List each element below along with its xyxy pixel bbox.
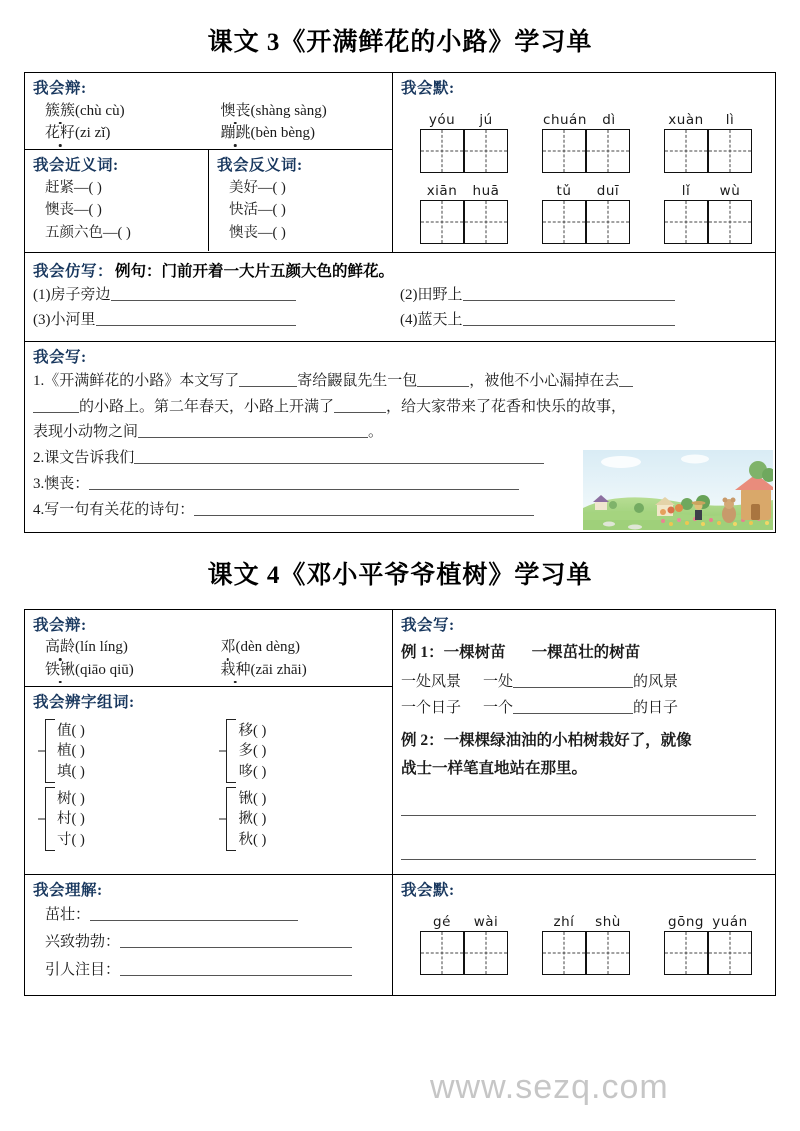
sheet2-dictation-row-0 [403,914,769,975]
pinyin-syllable: zhí [553,913,575,930]
sheet2-bian-opt-1[interactable]: (dèn dèng) [235,639,301,656]
q3-blank[interactable] [89,489,519,490]
tianzige-item [664,914,752,975]
sheet2-bian-word-1: 邓 [220,636,235,659]
q2-label: 2.课文告诉我们 [33,450,135,467]
understand-label-1: 兴致勃勃： [45,934,121,951]
pinyin-label [664,914,752,930]
ex1-row2-b: 一个 [483,699,514,716]
sheet1-write-heading: 我会写: [33,348,87,366]
sheet1-bian-item-3 [220,122,395,145]
sheet1-antonym-item-1[interactable]: 快活—( ) [228,202,286,219]
bianzi-item[interactable]: 树( ) [57,790,85,807]
tianzige-cell[interactable] [664,200,708,244]
sheet2-bian-item-0 [33,636,220,659]
pinyin-label [664,183,752,199]
sheet1-imitate-item-3 [400,308,767,334]
pinyin-label [542,112,630,128]
sheet1-antonym-heading: 我会反义词: [216,156,303,174]
sheet1-bian-opt-2[interactable]: (zi zǐ) [75,125,111,142]
sheet1-antonym-item-2[interactable]: 懊丧—( ) [228,224,286,241]
sheet1-imitate-line-1 [33,283,767,309]
tianzige-cell[interactable] [708,129,752,173]
q4-blank[interactable] [194,515,534,516]
sheet2-understand-heading: 我会理解: [33,881,103,899]
understand-label-2: 引人注目： [45,962,121,979]
bracket-icon [45,787,55,851]
bianzi-item[interactable]: 揪( ) [238,811,267,828]
bianzi-item[interactable]: 填( ) [57,763,85,780]
sheet2-table [24,609,776,996]
q1-blank-1[interactable] [239,386,297,387]
q1-blank-3a[interactable] [619,386,633,387]
tianzige-grid[interactable] [664,200,752,244]
bianzi-item[interactable]: 锹( ) [238,790,267,807]
sheet2-bianzi-rows-top [25,716,392,784]
bracket-icon [45,719,55,783]
imitate-blank-3[interactable] [463,325,675,326]
sheet1-cell-synonym [25,149,208,251]
sheet1-imitate-example: 门前开着一大片五颜大色的鲜花。 [161,262,395,280]
bianzi-group [210,786,391,852]
tianzige-cell[interactable] [586,200,630,244]
sheet1-synonym-item-0[interactable]: 赶紧—( ) [45,179,102,196]
sheet1-imitate-item-2 [33,308,400,334]
pinyin-label [420,183,508,199]
pinyin-syllable: yuán [712,913,748,930]
ex1-row2-blank[interactable] [513,713,633,714]
sheet2-ex1-row-1 [401,670,767,696]
tianzige-item [542,112,630,173]
sheet1-cell-bian [25,73,393,253]
q1-part-f: 表现小动物之间 [33,424,139,441]
imitate-blank-1[interactable] [463,300,675,301]
sheet1-dictation-row-0 [403,112,769,173]
sheet1-dictation-heading: 我会默: [400,80,455,97]
sheet2-dictation-grids [393,904,775,979]
sheet1-table [24,72,776,533]
example-2-line2: 战士一样笔直地站在那里。 [400,760,587,778]
tianzige-item [664,112,752,173]
sheet2-bianzi-heading: 我会辨字组词: [33,694,135,712]
sheet2-bian-opt-0[interactable]: (lín líng) [75,639,128,656]
sheet1-bian-word-2: 花籽 [45,122,75,145]
sheet1-synonym-item-1[interactable]: 懊丧—( ) [45,202,102,219]
sheet1-bian-word-3: 蹦跳 [220,122,250,145]
bianzi-item[interactable]: 秋( ) [238,831,267,848]
sheet1-bian-line1 [33,100,384,123]
sheet2-bian-heading: 我会辩: [33,616,87,634]
bracket-icon [226,787,236,851]
q1-part-a: 1.《开满鲜花的小路》本文写了 [33,372,240,389]
sheet2-bian-item-1 [220,636,395,659]
tianzige-cell[interactable] [664,129,708,173]
q3-label: 3.懊丧： [33,475,90,492]
pinyin-label [542,914,630,930]
tianzige-cell[interactable] [542,931,586,975]
sheet-kewen-3 [24,0,776,533]
sheet1-row-bian-dictation [25,73,776,253]
bianzi-items [238,789,266,851]
sheet1-cell-write [25,341,776,532]
bianzi-item[interactable]: 植( ) [57,743,85,760]
understand-blank-0[interactable] [90,920,298,921]
ex1-row2-a: 一个日子 [400,699,461,716]
sheet2-bianzi-rows-bottom [25,784,392,858]
imitate-blank-0[interactable] [111,300,296,301]
example-2-line1: 一棵棵绿油油的小柏树栽好了，就像 [443,731,692,749]
q1-part-b: 寄给鼹鼠先生一包 [297,372,418,389]
tianzige-cell[interactable] [708,200,752,244]
answer-blank-1[interactable] [401,815,756,816]
sheet1-bian-opt-3[interactable]: (bèn bèng) [250,125,316,142]
pinyin-syllable: chuán [543,111,587,128]
bianzi-group [210,718,391,784]
watermark: www.sezq.com [430,1068,669,1106]
flower-path-illustration [583,450,773,530]
pinyin-syllable: lǐ [681,182,691,199]
sheet2-bian-item-2 [33,659,220,682]
sheet2-bian-block [25,610,392,687]
bianzi-items [57,721,85,783]
sheet2-ex1-row-2 [401,696,767,722]
tianzige-item [542,914,630,975]
sheet2-title: 课文 4《邓小平爷爷植树》学习单 [207,561,593,589]
sheet2-example-1-line [401,640,767,667]
sheet1-dictation-row-1 [403,183,769,244]
sheet2-example-2 [401,727,767,784]
sheet1-title: 课文 3《开满鲜花的小路》学习单 [207,29,593,56]
q1-blank-5[interactable] [138,437,368,438]
sheet1-dictation-grids [393,102,775,252]
example-2-label: 例 2： [400,731,444,749]
sheet1-bian-block [25,73,392,149]
pinyin-syllable: gé [433,913,451,930]
sheet2-bian-opt-2[interactable]: (qiāo qiū) [75,661,134,678]
tianzige-cell[interactable] [586,129,630,173]
sheet2-bian-line2 [33,659,384,682]
tianzige-grid[interactable] [420,200,508,244]
sheet1-bian-opt-1[interactable]: (shàng sàng) [250,102,327,119]
tianzige-cell[interactable] [708,931,752,975]
sheet2-answer-line-1[interactable] [401,798,767,824]
ex1-row1-a: 一处风景 [400,674,461,691]
answer-blank-2[interactable] [401,859,756,860]
sheet1-syn-ant-table [25,149,392,251]
sheet1-bian-word-1: 懊丧 [220,100,250,123]
sheet1-bian-word-0: 簇簇 [45,100,75,123]
sheet1-imitate-item-0 [33,283,400,309]
pinyin-syllable: gōng [668,913,704,930]
tianzige-grid[interactable] [420,129,508,173]
sheet1-imitate-label-0: (1)房子旁边 [33,286,111,303]
tianzige-cell[interactable] [464,200,508,244]
sheet-kewen-4 [24,533,776,996]
sheet1-row-imitate [25,252,776,341]
pinyin-syllable: huā [472,182,500,199]
tianzige-cell[interactable] [420,931,464,975]
sheet1-imitate-label-2: (3)小河里 [33,312,96,329]
pinyin-syllable: wù [719,182,741,199]
sheet1-antonym-item-0[interactable]: 美好—( ) [228,179,286,196]
bianzi-items [57,789,85,851]
sheet1-imitate-label-3: (4)蓝天上 [400,312,463,329]
q1-part-c: ，被他不小心漏掉在去 [469,372,620,389]
bianzi-item[interactable]: 多( ) [238,743,267,760]
sheet2-row-bottom [25,874,776,995]
tianzige-item [420,914,508,975]
tianzige-cell[interactable] [420,129,464,173]
q1-blank-4[interactable] [334,412,386,413]
tianzige-cell[interactable] [464,931,508,975]
understand-item-1 [33,929,384,957]
understand-blank-2[interactable] [120,975,352,976]
pinyin-syllable: lì [725,111,735,128]
sheet1-write-q1 [33,369,767,446]
sheet2-cell-dictation [392,874,775,995]
understand-item-2 [33,957,384,985]
sheet1-imitate-heading: 我会仿写： [33,262,114,280]
understand-label-0: 茁壮： [45,906,91,923]
pinyin-label [664,112,752,128]
sheet2-answer-line-2[interactable] [401,842,767,868]
q1-part-g: 。 [368,424,384,441]
pinyin-label [420,112,508,128]
sheet2-cell-left-top [25,609,393,874]
bianzi-item[interactable]: 哆( ) [238,763,267,780]
sheet2-bian-word-2: 铁锹 [45,659,75,682]
tianzige-grid[interactable] [664,129,752,173]
sheet1-synonym-heading: 我会近义词: [33,156,119,174]
imitate-blank-2[interactable] [96,325,296,326]
example-1-label: 例 1： [400,644,444,662]
sheet2-bian-word-3: 栽种 [220,659,250,682]
bracket-icon [226,719,236,783]
tianzige-item [420,183,508,244]
bianzi-group [29,786,210,852]
example-1-b: 一棵茁壮的树苗 [531,644,641,662]
pinyin-syllable: jú [479,111,493,128]
pinyin-syllable: xiān [426,182,458,199]
pinyin-syllable: shù [595,913,621,930]
sheet2-write-block [393,610,775,874]
bianzi-group [29,718,210,784]
example-1-a: 一棵树苗 [443,644,506,662]
bianzi-item[interactable]: 值( ) [57,722,85,739]
tianzige-grid[interactable] [542,931,630,975]
sheet1-cell-imitate [25,252,776,341]
tianzige-cell[interactable] [420,200,464,244]
q2-blank[interactable] [134,463,544,464]
sheet2-bian-word-0: 高龄 [45,636,75,659]
tianzige-cell[interactable] [542,200,586,244]
illustration-svg [583,450,773,530]
sheet1-imitate-headline [33,259,767,283]
bianzi-item[interactable]: 村( ) [57,811,85,828]
understand-blank-1[interactable] [120,947,352,948]
sheet1-bian-item-0 [33,100,220,123]
tianzige-cell[interactable] [586,931,630,975]
sheet1-imitate-item-1 [400,283,767,309]
tianzige-grid[interactable] [542,129,630,173]
ex1-row1-b: 一处 [483,674,514,691]
bianzi-items [238,721,266,783]
sheet2-bianzi-block [25,686,392,858]
sheet2-cell-right-top [392,609,775,874]
sheet1-cell-antonym [208,149,392,251]
sheet1-cell-dictation [392,73,775,253]
understand-item-0 [33,902,384,930]
q1-part-d: 的小路上。第二年春天，小路上开满了 [79,398,335,415]
sheet2-bian-opt-3[interactable]: (zāi zhāi) [250,661,307,678]
ex1-row1-c: 的风景 [633,674,679,691]
pinyin-syllable: yóu [428,111,456,128]
sheet1-bian-item-1 [220,100,395,123]
sheet1-imitate-label-1: (2)田野上 [400,286,463,303]
sheet1-bian-line2 [33,122,384,145]
sheet2-cell-understand [25,874,393,995]
tianzige-cell[interactable] [464,129,508,173]
pinyin-label [542,183,630,199]
tianzige-cell[interactable] [542,129,586,173]
q4-label: 4.写一句有关花的诗句： [33,501,195,518]
q1-part-e: ，给大家带来了花香和快乐的故事， [386,398,627,415]
sheet1-bian-item-2 [33,122,220,145]
sheet1-imitate-example-label: 例句： [115,262,162,280]
tianzige-item [664,183,752,244]
bianzi-item[interactable]: 移( ) [238,722,267,739]
sheet1-bian-heading: 我会辩: [33,80,87,97]
pinyin-syllable: xuàn [668,111,704,128]
sheet2-bian-item-3 [220,659,395,682]
sheet1-row-write [25,341,776,532]
pinyin-syllable: dì [602,111,616,128]
sheet2-dictation-heading: 我会默: [400,881,455,899]
sheet2-bian-line1 [33,636,384,659]
tianzige-cell[interactable] [664,931,708,975]
sheet2-write-heading: 我会写: [400,616,455,634]
pinyin-label [420,914,508,930]
tianzige-grid[interactable] [542,200,630,244]
tianzige-item [420,112,508,173]
pinyin-syllable: tǔ [556,182,572,199]
tianzige-grid[interactable] [420,931,508,975]
sheet1-synonym-item-2[interactable]: 五颜六色—( ) [45,224,131,241]
sheet1-bian-opt-0[interactable]: (chù cù) [75,102,125,119]
tianzige-item [542,183,630,244]
ex1-row2-c: 的日子 [633,699,679,716]
sheet1-imitate-line-2 [33,308,767,334]
tianzige-grid[interactable] [664,931,752,975]
pinyin-syllable: wài [473,913,499,930]
ex1-row1-blank[interactable] [513,687,633,688]
q1-blank-3b[interactable] [33,412,79,413]
pinyin-syllable: duī [596,182,620,199]
sheet2-row-top [25,609,776,874]
q1-blank-2[interactable] [417,386,469,387]
bianzi-item[interactable]: 寸( ) [57,831,85,848]
